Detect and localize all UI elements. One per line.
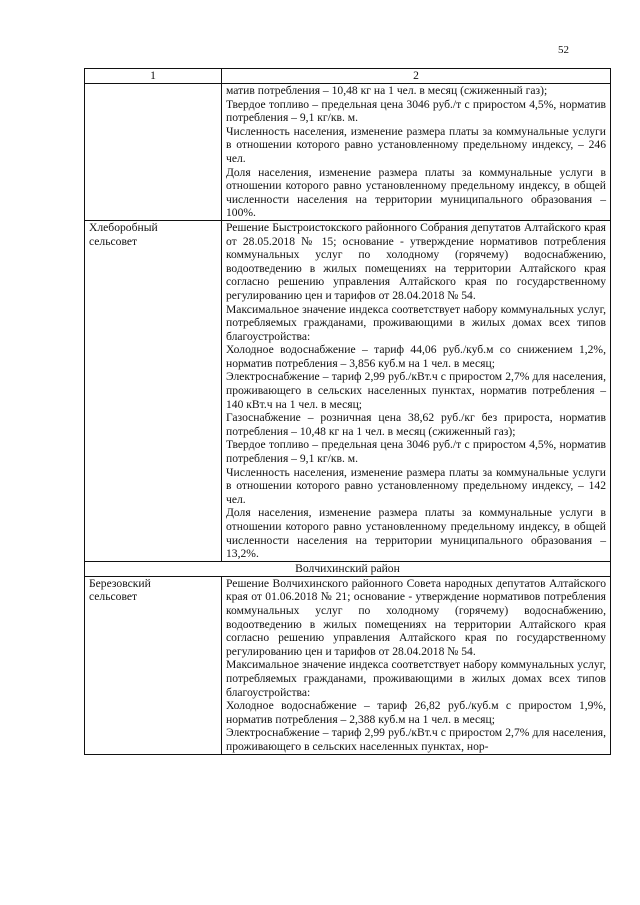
paragraph: Максимальное значение индекса соответствует набору коммунальных услуг, потребляемых гражданами, проживающими в жилых домах всех типов благоустройства: (226, 302, 606, 343)
tariff-table (84, 68, 611, 755)
paragraph: Газоснабжение – розничная цена 38,62 руб./кг без прироста, норматив потребления – 10,48 кг на 1 чел. в месяц (сжиженный газ); (226, 411, 606, 438)
paragraph: Твердое топливо – предельная цена 3046 руб./т с приростом 4,5%, норматив потребления – 9,1 кг/кв. м. (226, 97, 606, 125)
paragraph: Холодное водоснабжение – тариф 26,82 руб./куб.м с приростом 1,9%, норматив потребления – 2,388 куб.м на 1 чел. в месяц; (226, 699, 606, 726)
municipality-type: сельсовет (89, 590, 138, 604)
paragraph: Численность населения, изменение размера платы за коммунальные услуги в отношении которого равно установленному предельному индексу, – 246 чел. (226, 124, 606, 165)
description-cell (222, 84, 611, 221)
paragraph: Электроснабжение – тариф 2,99 руб./кВт.ч с приростом 2,7% для населения, проживающего в сельских населенных пунктах, нор- (226, 726, 606, 753)
paragraph: Доля населения, изменение размера платы за коммунальные услуги в отношении которого равно установленному предельному индексу, в общей численности населения на территории муниципального образования – 13,2%. (226, 506, 606, 561)
column-header-2: 2 (222, 69, 611, 84)
paragraph: Решение Быстроистокского районного Собрания депутатов Алтайского края от 28.05.2018 № 15; основание - утверждение нормативов потребления коммунальных услуг по холодному (горячему) водоснабжению, водоотведению в жилых помещениях на территории Алтайского края согласно решению управления Алтайского края по государственному регулированию цен и тарифов от 28.04.2018 № 54. (226, 220, 606, 302)
page-number: 52 (558, 44, 569, 56)
region-title: Волчихинский район (85, 561, 611, 576)
municipality-name: Хлеборобный (89, 220, 158, 234)
municipality-name: Березовский (89, 576, 151, 590)
municipality-cell (85, 84, 222, 221)
description-cell (222, 220, 611, 561)
paragraph: Численность населения, изменение размера платы за коммунальные услуги в отношении которого равно установленному предельному индексу, – 142 чел. (226, 465, 606, 506)
paragraph: Твердое топливо – предельная цена 3046 руб./т с приростом 4,5%, норматив потребления – 9,1 кг/кв. м. (226, 438, 606, 466)
description-cell (222, 576, 611, 754)
paragraph: Доля населения, изменение размера платы за коммунальные услуги в отношении которого равно установленному предельному индексу, в общей численности населения на территории муниципального образования – 100%. (226, 165, 606, 220)
paragraph: Решение Волчихинского районного Совета народных депутатов Алтайского края от 01.06.2018 № 21; основание - утверждение нормативов потребления коммунальных услуг по холодному (горячему) водоснабжению, водоотведению в жилых помещениях на территории Алтайского края согласно решению управления Алтайского края по государственному регулированию цен и тарифов от 28.04.2018 № 54. (226, 576, 606, 658)
table-row (85, 84, 611, 221)
paragraph: матив потребления – 10,48 кг на 1 чел. в месяц (сжиженный газ); (226, 84, 548, 97)
municipality-cell (85, 220, 222, 561)
column-header-1: 1 (85, 69, 222, 84)
table-row (85, 576, 611, 754)
paragraph: Холодное водоснабжение – тариф 44,06 руб./куб.м со снижением 1,2%, норматив потребления – 3,856 куб.м на 1 чел. в месяц; (226, 343, 606, 370)
municipality-type: сельсовет (89, 234, 138, 248)
table-header-row (85, 69, 611, 84)
paragraph: Максимальное значение индекса соответствует набору коммунальных услуг, потребляемых гражданами, проживающими в жилых домах всех типов благоустройства: (226, 658, 606, 699)
table-row (85, 220, 611, 561)
region-row (85, 561, 611, 576)
paragraph: Электроснабжение – тариф 2,99 руб./кВт.ч с приростом 2,7% для населения, проживающего в сельских населенных пунктах, норматив потребления – 140 кВт.ч на 1 чел. в месяц; (226, 370, 606, 411)
municipality-cell (85, 576, 222, 754)
